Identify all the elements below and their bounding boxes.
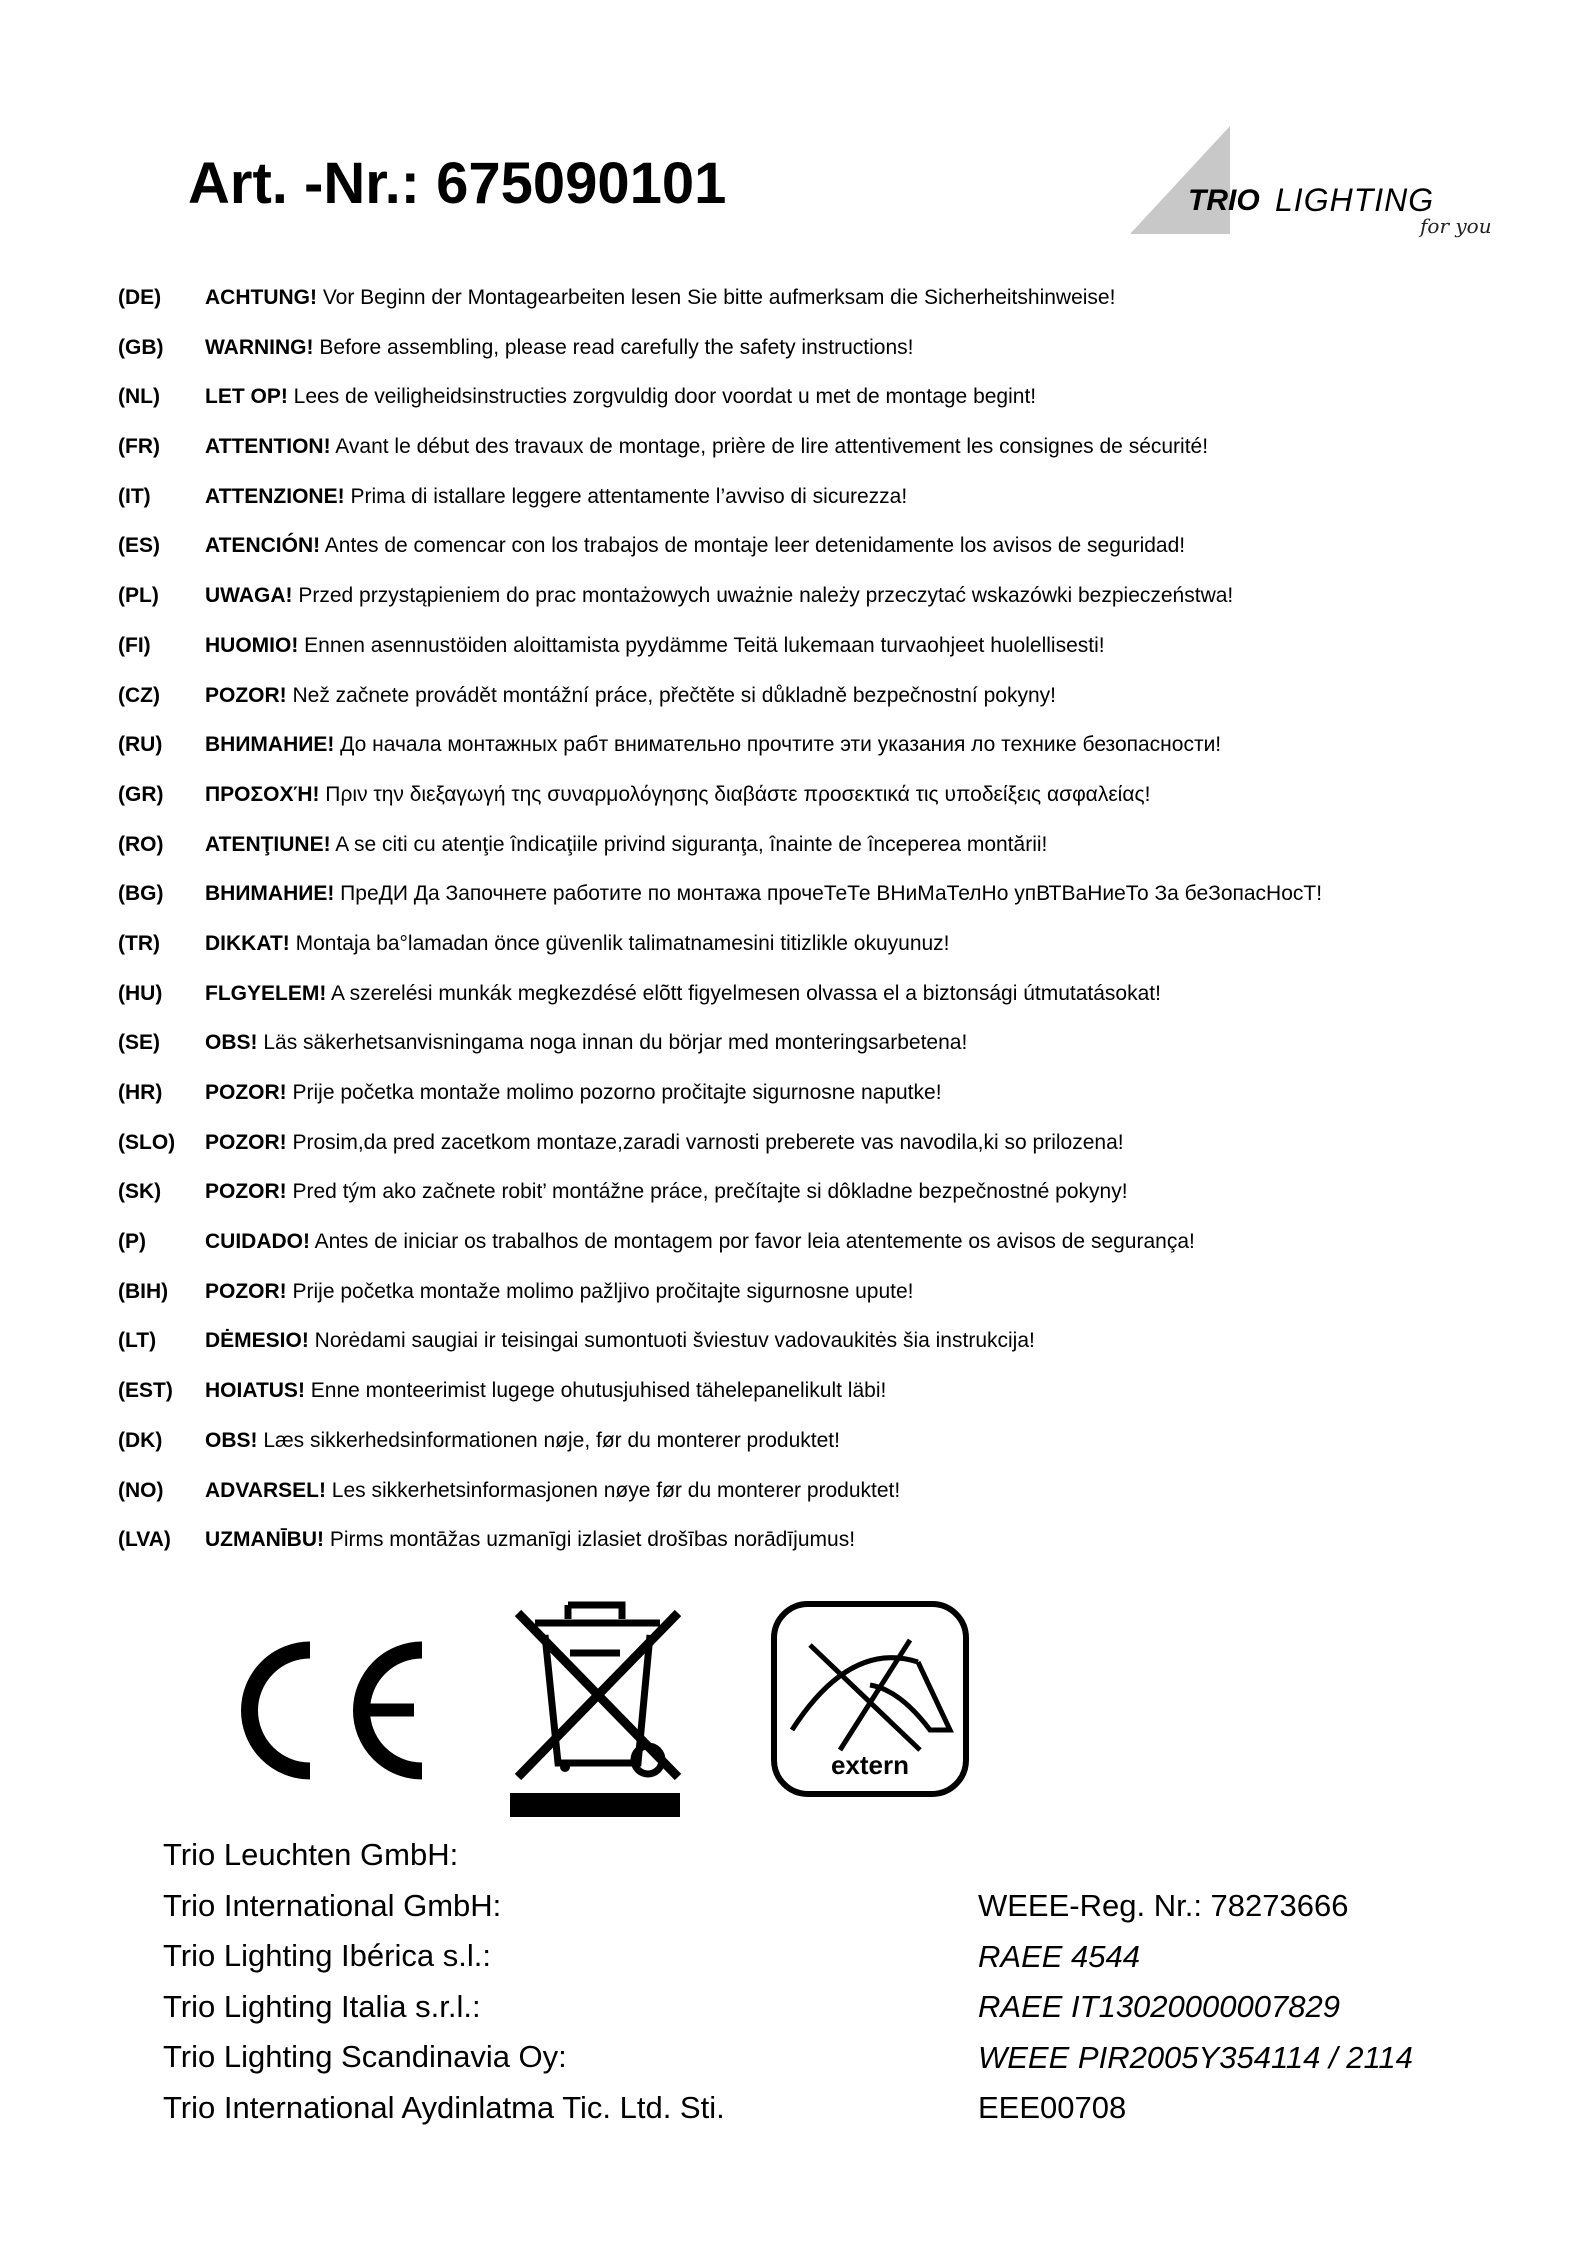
warning-row <box>118 932 1538 982</box>
language-code: (NL) <box>118 385 160 409</box>
warning-row <box>118 882 1538 932</box>
warning-keyword: POZOR! <box>205 1180 287 1204</box>
language-code: (GR) <box>118 782 164 806</box>
warning-text <box>205 485 1538 509</box>
warning-keyword: ADVARSEL! <box>205 1478 326 1502</box>
warning-keyword: ATENCIÓN! <box>205 534 321 558</box>
warning-text <box>205 584 1538 608</box>
warning-message: Antes de comencar con los trabajos de montaje leer detenidamente los avisos de seguridad! <box>320 534 1186 558</box>
warning-keyword: HUOMIO! <box>205 633 299 657</box>
warning-message: Vor Beginn der Montagearbeiten lesen Sie bitte aufmerksam die Sicherheitshinweise! <box>316 286 1116 309</box>
warning-keyword: POZOR! <box>205 1081 287 1104</box>
warning-row <box>118 1329 1538 1379</box>
language-code: (LT) <box>118 1329 157 1353</box>
safety-warnings-list <box>118 286 1538 1578</box>
language-code: (FR) <box>118 435 160 459</box>
warning-message: Pirms montāžas uzmanīgi izlasiet drošības norādījumus! <box>323 1528 856 1552</box>
warning-message: Antes de iniciar os trabalhos de montagem por favor leia atentemente os avisos de segurança! <box>310 1230 1195 1254</box>
warning-text <box>205 783 1538 807</box>
language-code: (ES) <box>118 534 160 558</box>
registration-list <box>978 1881 1413 2134</box>
warning-message: Läs säkerhetsanvisningama noga innan du börjar med monteringsarbetena! <box>257 1031 968 1055</box>
warning-row <box>118 1280 1538 1330</box>
warning-keyword: ВНИМАНИЕ! <box>205 882 335 906</box>
language-code: (EST) <box>118 1379 173 1403</box>
language-code: (CZ) <box>118 683 160 707</box>
company-name: Trio International GmbH: <box>163 1887 502 1923</box>
warning-text <box>205 286 1538 310</box>
company-name: Trio International Aydinlatma Tic. Ltd. Sti. <box>163 2089 725 2125</box>
language-code: (TR) <box>118 931 160 955</box>
warning-row <box>118 733 1538 783</box>
warning-keyword: UZMANĪBU! <box>205 1528 324 1552</box>
warning-row <box>118 534 1538 584</box>
warning-row <box>118 982 1538 1032</box>
warning-text <box>205 1379 1538 1403</box>
warning-keyword: POZOR! <box>205 1279 287 1303</box>
extern-label: extern <box>830 1750 910 1780</box>
warning-row <box>118 634 1538 684</box>
language-code: (LVA) <box>118 1528 171 1552</box>
warning-message: Ennen asennustöiden aloittamista pyydämme Teitä lukemaan turvaohjeet huolellisesti! <box>298 633 1105 657</box>
warning-message: Prima di istallare leggere attentamente l’avviso di sicurezza! <box>344 484 908 508</box>
registration-number: RAEE IT13020000007829 <box>978 1989 1340 2024</box>
warning-keyword: ATTENTION! <box>205 435 331 459</box>
warning-keyword: CUIDADO! <box>205 1230 310 1254</box>
warning-keyword: ATTENZIONE! <box>205 484 345 508</box>
warning-row <box>118 1031 1538 1081</box>
warning-row <box>118 833 1538 883</box>
language-code: (SK) <box>118 1180 162 1204</box>
warning-text <box>205 534 1538 558</box>
warning-message: Montaja ba°lamadan önce güvenlik talimatnamesini titizlikle okuyunuz! <box>289 931 950 955</box>
language-code: (BG) <box>118 882 164 906</box>
warning-keyword: OBS! <box>205 1031 258 1055</box>
warning-message: Prije početka montaže molimo pažljivo pročitajte sigurnosne upute! <box>286 1279 914 1303</box>
trio-lighting-logo <box>1130 126 1510 251</box>
warning-message: A szerelési munkák megkezdésé elõtt figyelmesen olvassa el a biztonsági útmutatásokat! <box>326 981 1161 1005</box>
warning-text <box>205 1479 1538 1503</box>
logo-word: LIGHTING <box>1275 182 1435 218</box>
language-code: (HR) <box>118 1081 163 1104</box>
warning-keyword: ACHTUNG! <box>205 286 317 309</box>
company-name: Trio Leuchten GmbH: <box>163 1837 459 1872</box>
warning-row <box>118 1131 1538 1181</box>
warning-text <box>205 336 1538 360</box>
warning-keyword: ΠΡΟΣΟΧΉ! <box>205 782 320 806</box>
warning-row <box>118 1081 1538 1131</box>
warning-message: Avant le début des travaux de montage, prière de lire attentivement les consignes de sécurité! <box>330 435 1209 459</box>
company-list <box>163 1830 725 2133</box>
warning-text <box>205 1031 1538 1055</box>
warning-keyword: POZOR! <box>205 1130 287 1154</box>
warning-text <box>205 1081 1538 1105</box>
warning-text <box>205 982 1538 1006</box>
warning-text <box>205 733 1538 757</box>
warning-text <box>205 1528 1538 1552</box>
warning-message: Przed przystąpieniem do prac montażowych uważnie należy przeczytać wskazówki bezpieczeństwa! <box>292 584 1234 608</box>
warning-message: ПреДИ Да Започнете работите по монтажа прочеТеТе ВНиМаТелНо упВТВаНиеТо За беЗопасНосТ! <box>334 882 1323 906</box>
registration-number: EEE00708 <box>978 2090 1127 2125</box>
warning-row <box>118 783 1538 833</box>
warning-text <box>205 634 1538 658</box>
language-code: (P) <box>118 1230 146 1254</box>
company-name: Trio Lighting Italia s.r.l.: <box>163 1988 481 2024</box>
warning-message: A se citi cu atenţie îndicaţiile privind siguranţa, înainte de începerea montării! <box>330 832 1048 856</box>
warning-text <box>205 833 1538 857</box>
warning-message: Prosim,da pred zacetkom montaze,zaradi varnosti preberete vas navodila,ki so prilozena! <box>286 1130 1124 1154</box>
language-code: (DK) <box>118 1428 163 1452</box>
language-code: (RU) <box>118 733 163 757</box>
warning-message: Lees de veiligheidsinstructies zorgvuldig door voordat u met de montage begint! <box>287 385 1037 409</box>
warning-keyword: HOIATUS! <box>205 1379 305 1403</box>
language-code: (BIH) <box>118 1279 169 1303</box>
registration-number: WEEE-Reg. Nr.: 78273666 <box>978 1888 1349 1923</box>
article-number-title: Art. -Nr.: 675090101 <box>188 151 727 216</box>
warning-message: Les sikkerhetsinformasjonen nøye før du monterer produktet! <box>325 1478 901 1502</box>
extern-lamp-icon <box>770 1600 970 1798</box>
warning-row <box>118 1429 1538 1479</box>
language-code: (RO) <box>118 832 164 856</box>
logo-brand: TRIO <box>1188 184 1260 217</box>
warning-text <box>205 1131 1538 1155</box>
warning-text <box>205 684 1538 708</box>
warning-message: До начала монтажных рабт внимательно прочтите эти указания ло технике безопасности! <box>334 733 1222 757</box>
warning-keyword: DIKKAT! <box>205 931 290 955</box>
warning-text <box>205 882 1538 906</box>
warning-text <box>205 385 1538 409</box>
language-code: (GB) <box>118 335 164 359</box>
warning-row <box>118 684 1538 734</box>
warning-message: Læs sikkerhedsinformationen nøje, før du monterer produktet! <box>257 1428 840 1452</box>
warning-message: Než začnete provádět montážní práce, přečtěte si důkladně bezpečnostní pokyny! <box>286 683 1056 707</box>
warning-row <box>118 1230 1538 1280</box>
crossed-out-wheelie-bin-icon <box>510 1595 685 1820</box>
warning-row <box>118 485 1538 535</box>
warning-message: Enne monteerimist lugege ohutusjuhised tähelepanelikult läbi! <box>304 1379 887 1403</box>
warning-keyword: UWAGA! <box>205 584 293 608</box>
warning-row <box>118 385 1538 435</box>
warning-row <box>118 1180 1538 1230</box>
warning-text <box>205 1329 1538 1353</box>
language-code: (PL) <box>118 584 159 608</box>
language-code: (HU) <box>118 981 163 1005</box>
language-code: (SE) <box>118 1031 160 1055</box>
warning-row <box>118 1528 1538 1578</box>
company-name: Trio Lighting Scandinavia Oy: <box>163 2039 567 2074</box>
warning-keyword: ATENŢIUNE! <box>205 832 331 856</box>
warning-row <box>118 435 1538 485</box>
warning-row <box>118 1479 1538 1529</box>
warning-message: Norėdami saugiai ir teisingai sumontuoti šviestuv vadovaukitės šia instrukcija! <box>308 1329 1035 1353</box>
warning-keyword: ВНИМАНИЕ! <box>205 733 335 757</box>
warning-row <box>118 286 1538 336</box>
warning-keyword: LET OP! <box>205 385 288 409</box>
ce-mark-icon <box>232 1638 432 1783</box>
registration-number: RAEE 4544 <box>978 1938 1140 1974</box>
warning-keyword: WARNING! <box>205 335 314 359</box>
language-code: (IT) <box>118 484 151 508</box>
company-name: Trio Lighting Ibérica s.l.: <box>163 1938 491 1973</box>
warning-text <box>205 932 1538 956</box>
language-code: (FI) <box>118 633 151 657</box>
warning-text <box>205 435 1538 459</box>
language-code: (SLO) <box>118 1130 176 1154</box>
warning-message: Prije početka montaže molimo pozorno pročitajte sigurnosne naputke! <box>286 1081 942 1104</box>
warning-keyword: DĖMESIO! <box>205 1329 309 1353</box>
warning-keyword: OBS! <box>205 1428 258 1452</box>
warning-row <box>118 584 1538 634</box>
warning-text <box>205 1429 1538 1453</box>
warning-text <box>205 1180 1538 1204</box>
warning-keyword: POZOR! <box>205 683 287 707</box>
warning-message: Pred tým ako začnete robit’ montážne práce, prečítajte si dôkladne bezpečnostné pokyny! <box>286 1180 1128 1204</box>
language-code: (DE) <box>118 286 162 309</box>
language-code: (NO) <box>118 1478 164 1502</box>
warning-row <box>118 336 1538 386</box>
warning-text <box>205 1280 1538 1304</box>
warning-message: Before assembling, please read carefully the safety instructions! <box>313 335 914 359</box>
registration-number: WEEE PIR2005Y354114 / 2114 <box>978 2039 1413 2075</box>
logo-tagline: for you <box>1420 214 1492 238</box>
warning-row <box>118 1379 1538 1429</box>
warning-keyword: FLGYELEM! <box>205 981 327 1005</box>
warning-message: Πριν την διεξαγωγή της συναρμολόγησης διαβάστε προσεκτικά τις υποδείξεις ασφαλείας! <box>319 782 1151 806</box>
warning-text <box>205 1230 1538 1254</box>
